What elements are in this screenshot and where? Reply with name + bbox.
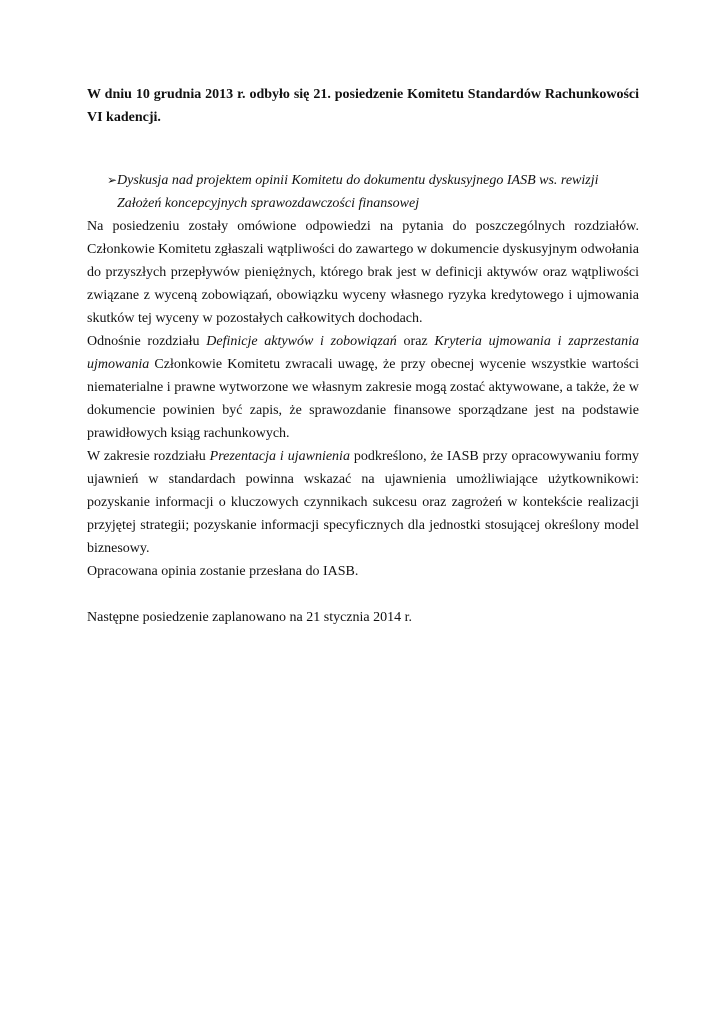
chapter-title-presentation: Prezentacja i ujawnienia [209,449,350,464]
paragraph-text: Członkowie Komitetu zwracali uwagę, że przy obecnej wycenie wszystkie wartości niematerialne i prawne wytworzone we własnym zakresie mogą zostać aktywowane, a także, że w dokumencie powinien być zapis, że sprawozdanie finansowe sporządzane jest na podstawie prawidłowych ksiąg rachunkowych. [87,357,639,441]
paragraph-text: Odnośnie rozdziału [87,334,207,349]
paragraph-definitions [87,330,639,445]
paragraph-text: W zakresie rozdziału [87,449,210,464]
bullet-title: Dyskusja nad projektem opinii Komitetu do dokumentu dyskusyjnego IASB ws. rewizji Założeń koncepcyjnych sprawozdawczości finansowej [117,173,599,211]
paragraph-next-meeting: Następne posiedzenie zaplanowano na 21 stycznia 2014 r. [87,610,413,625]
paragraph-text: podkreślono, że IASB przy opracowywaniu formy ujawnień w standardach powinna wskazać na ujawnienia umożliwiające użytkownikowi: pozyskanie informacji o kluczowych czynnikach sukcesu oraz zagrożeń w kontekście realizacji przyjętej strategii; pozyskanie informacji specyficznych dla jednostki stosującej określony model biznesowy. [87,449,639,556]
arrow-bullet-icon: ➢ [107,173,118,187]
paragraph-opinion-sent: Opracowana opinia zostanie przesłana do IASB. [87,564,359,579]
paragraph-text: oraz [396,334,435,349]
paragraph-presentation [87,445,639,560]
paragraph-discussion: Na posiedzeniu zostały omówione odpowiedzi na pytania do poszczególnych rozdziałów. Członkowie Komitetu zgłaszali wątpliwości do zawartego w dokumencie dyskusyjnym odwołania do przyszłych przepływów pieniężnych, którego brak jest w definicji aktywów oraz wątpliwości związane z wyceną zobowiązań, obowiązku wyceny własnego ryzyka kredytowego i ujmowania skutków tej wyceny w pozostałych całkowitych dochodach. [87,219,639,326]
chapter-title-definitions: Definicje aktywów i zobowiązań [206,334,397,349]
blank-line [87,583,639,606]
chapter-title-recognition: Kryteria ujmowania i zaprzestania ujmowania [87,334,639,372]
bullet-item [87,169,639,215]
document-heading: W dniu 10 grudnia 2013 r. odbyło się 21. posiedzenie Komitetu Standardów Rachunkowości VI kadencji. [87,87,639,125]
document-body [87,83,639,629]
